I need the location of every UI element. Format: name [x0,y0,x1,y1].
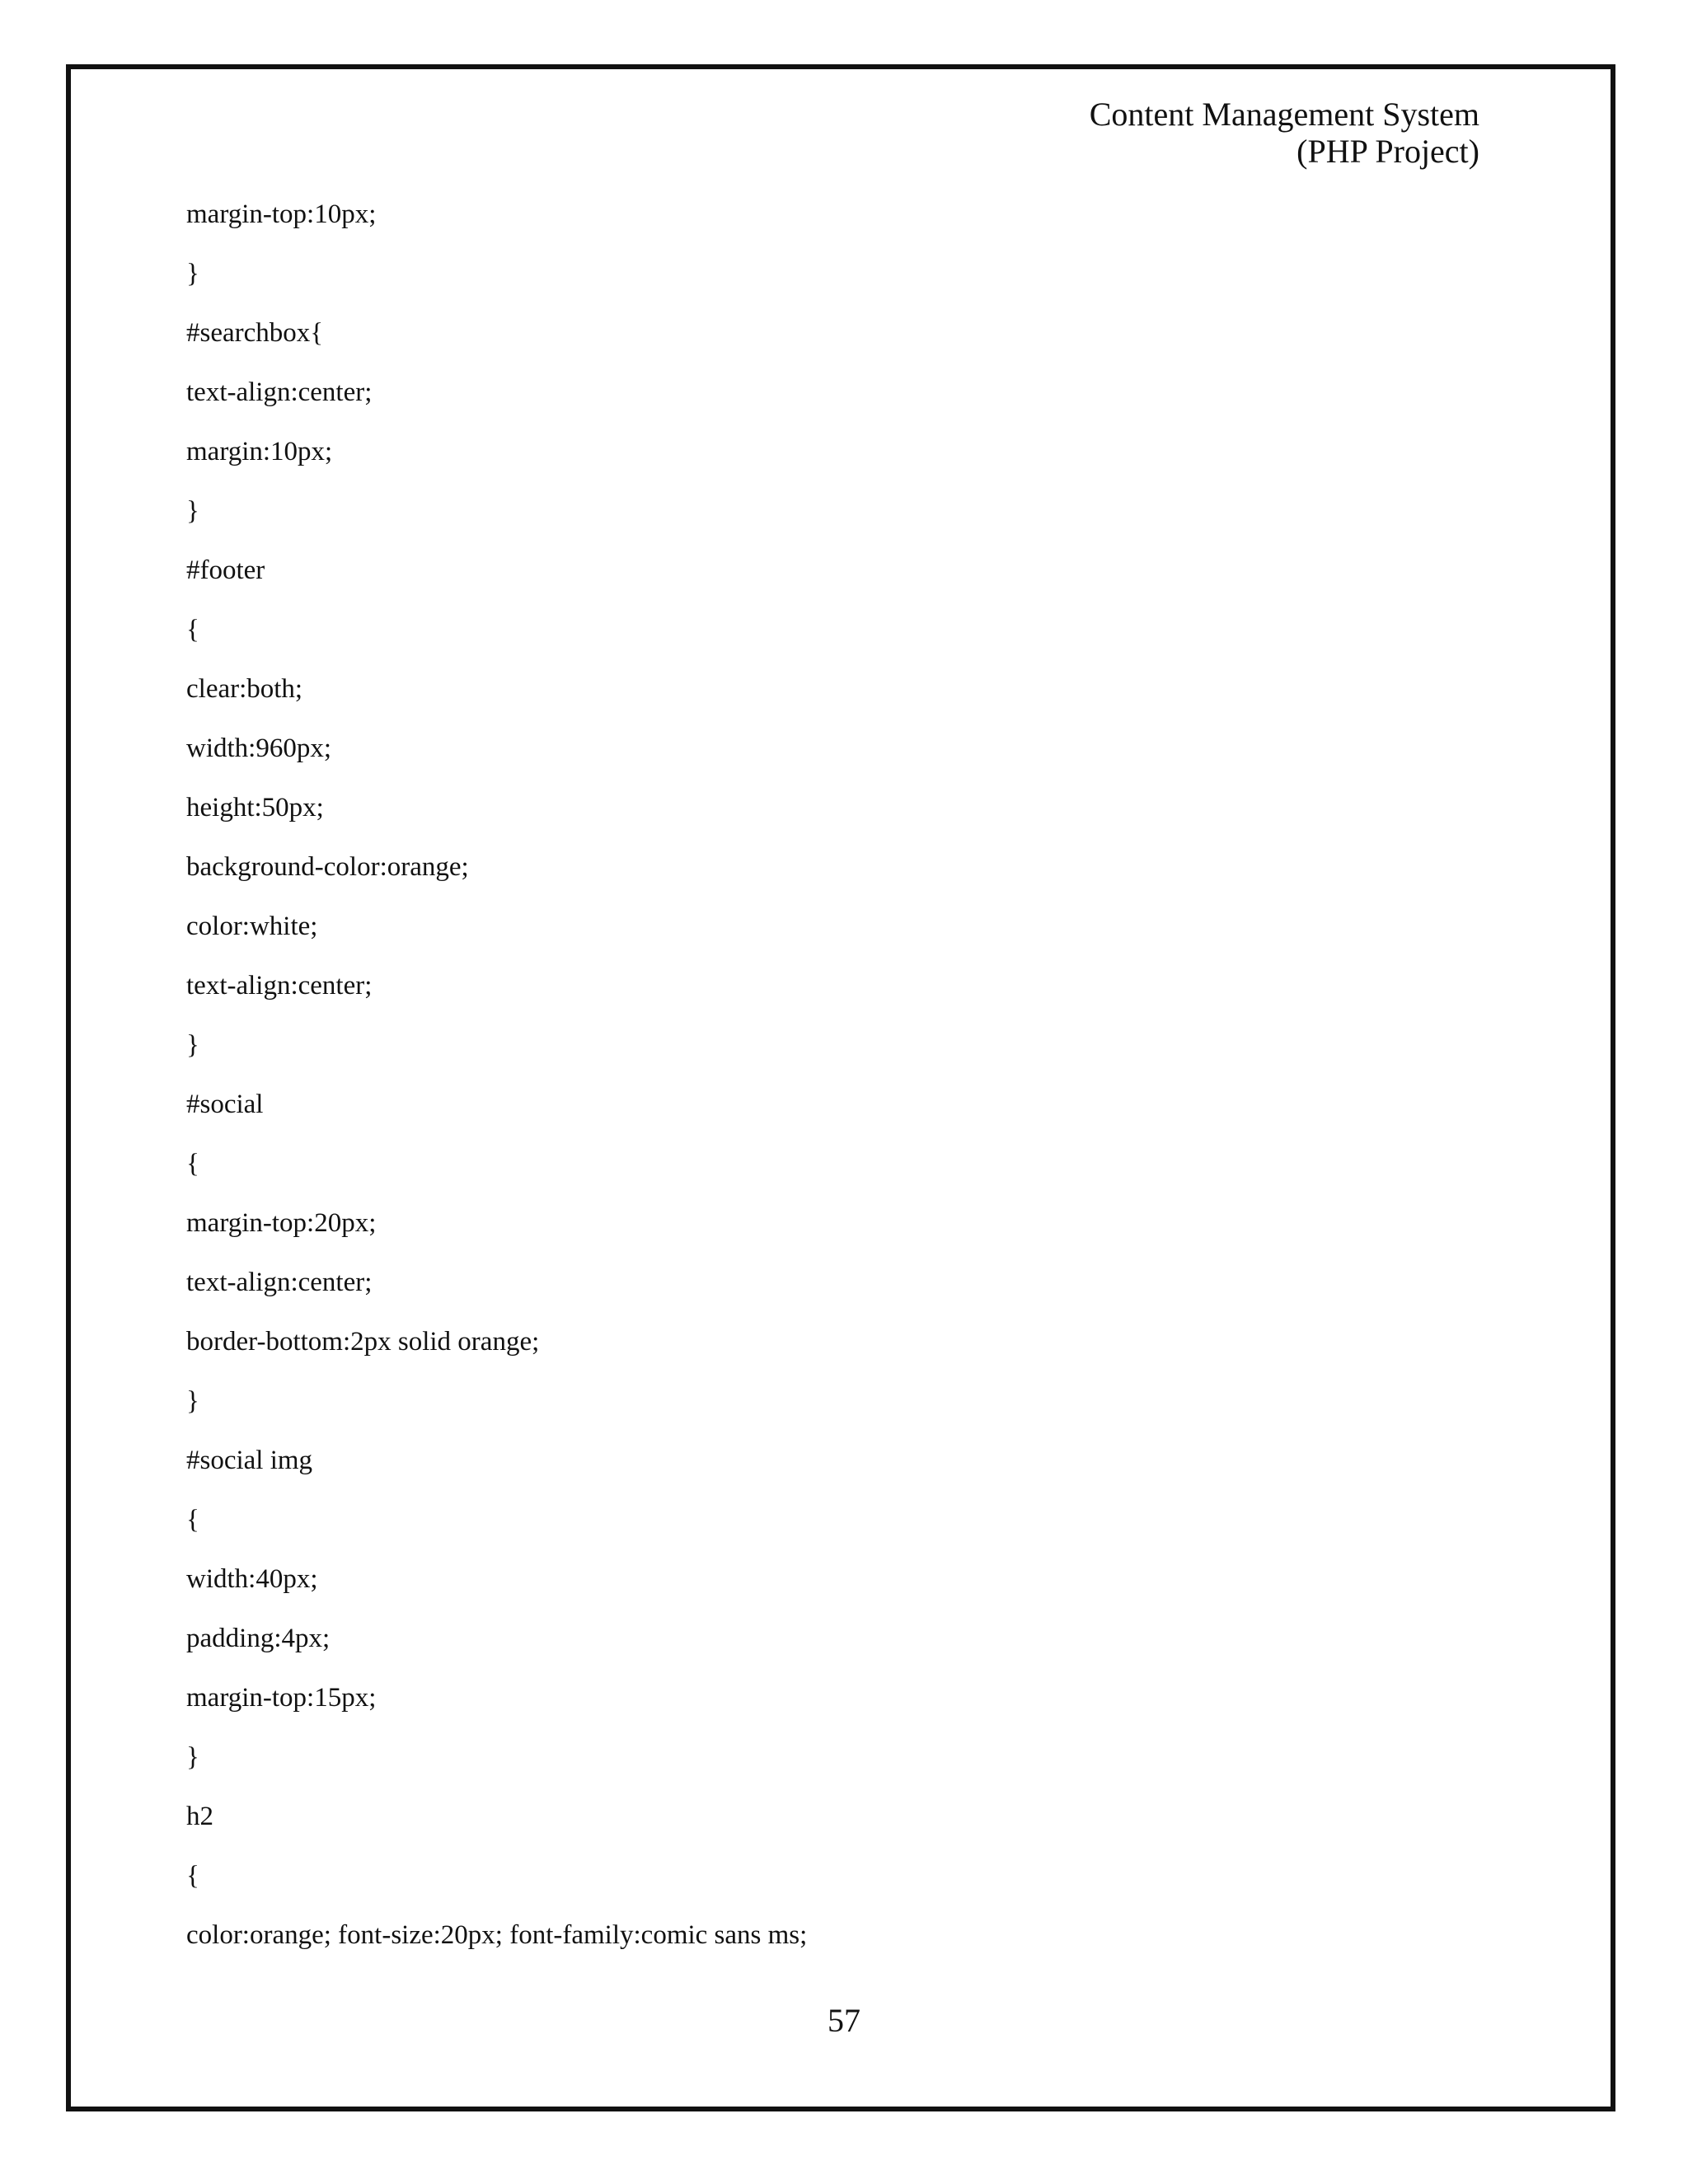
code-line: #footer [186,555,265,585]
code-line: margin-top:10px; [186,199,377,229]
code-line: { [186,1149,199,1179]
code-line: margin-top:20px; [186,1208,377,1238]
code-line: padding:4px; [186,1624,331,1653]
code-line: { [186,615,199,644]
code-line: height:50px; [186,793,324,823]
page-number: 57 [828,2002,860,2039]
code-line: color:orange; font-size:20px; font-family:comic sans ms; [186,1920,808,1950]
code-line: border-bottom:2px solid orange; [186,1327,540,1357]
code-line: #searchbox{ [186,318,324,348]
code-line: { [186,1861,199,1891]
code-line: clear:both; [186,674,303,704]
code-line: } [186,496,199,526]
code-line: text-align:center; [186,971,373,1001]
code-line: } [186,1030,199,1060]
code-line: #social img [186,1446,313,1475]
code-line: width:960px; [186,733,332,763]
code-line: { [186,1505,199,1535]
code-line: text-align:center; [186,377,373,407]
code-line: #social [186,1090,264,1119]
code-line: } [186,1386,199,1416]
code-line: text-align:center; [186,1268,373,1297]
code-line: background-color:orange; [186,852,469,882]
document-title: Content Management System [1089,96,1479,133]
code-line: margin-top:15px; [186,1683,377,1713]
code-line: color:white; [186,912,318,941]
code-line: h2 [186,1802,213,1831]
code-line: width:40px; [186,1564,318,1594]
code-line: } [186,1742,199,1772]
document-subtitle: (PHP Project) [1296,133,1479,170]
code-listing [186,190,807,1970]
code-line: margin:10px; [186,437,333,466]
page-header [1090,96,1479,170]
code-line: } [186,259,199,288]
